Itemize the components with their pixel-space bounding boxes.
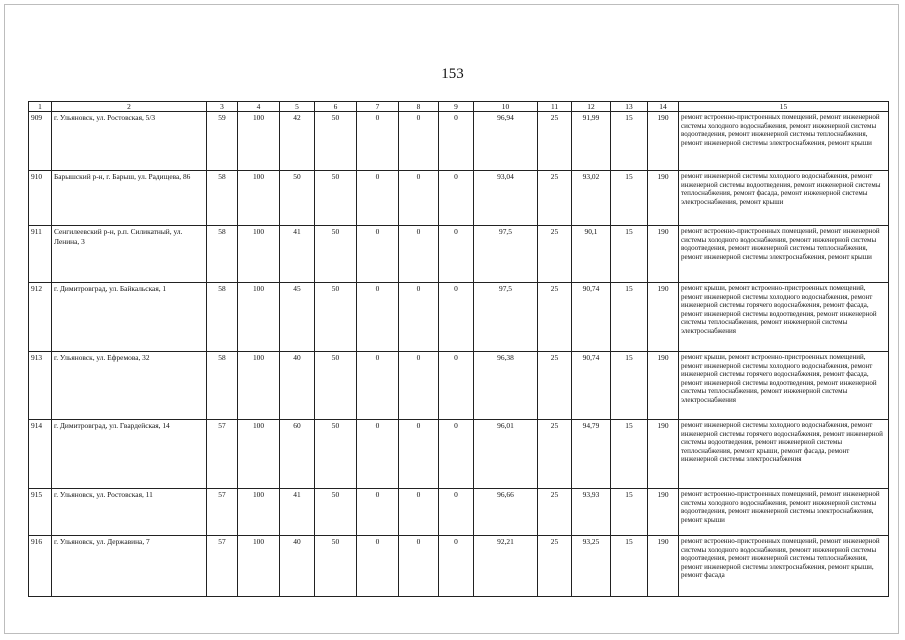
value-cell: 0 <box>399 226 439 283</box>
col-header: 9 <box>439 102 474 112</box>
value-cell: 96,38 <box>474 352 538 420</box>
value-cell: 25 <box>538 112 572 171</box>
col-header: 6 <box>315 102 357 112</box>
col-header: 10 <box>474 102 538 112</box>
value-cell: 50 <box>315 352 357 420</box>
col-header: 4 <box>238 102 280 112</box>
value-cell: 41 <box>280 226 315 283</box>
address-cell: г. Ульяновск, ул. Ефремова, 32 <box>52 352 207 420</box>
value-cell: 25 <box>538 420 572 489</box>
value-cell: 0 <box>399 112 439 171</box>
value-cell: 0 <box>399 420 439 489</box>
value-cell: 58 <box>207 226 238 283</box>
address-cell: Барышский р-н, г. Барыш, ул. Радищева, 86 <box>52 171 207 226</box>
value-cell: 190 <box>648 226 679 283</box>
col-header: 12 <box>572 102 611 112</box>
works-cell: ремонт инженерной системы холодного водоснабжения, ремонт инженерной системы водоотведения, ремонт инженерной системы теплоснабжения, ремонт фасада, ремонт инженерной системы электроснабжения, ремонт крыши <box>679 171 889 226</box>
works-cell: ремонт встроенно-пристроенных помещений, ремонт инженерной системы холодного водоснабжения, ремонт инженерной системы водоотведения, ремонт инженерной системы теплоснабжения, ремонт инженерной системы электроснабжения, ремонт крыши <box>679 112 889 171</box>
value-cell: 15 <box>611 352 648 420</box>
value-cell: 100 <box>238 489 280 536</box>
value-cell: 0 <box>439 536 474 597</box>
page-number: 153 <box>441 66 464 82</box>
value-cell: 50 <box>315 489 357 536</box>
value-cell: 0 <box>399 283 439 352</box>
works-cell: ремонт инженерной системы холодного водоснабжения, ремонт инженерной системы горячего водоснабжения, ремонт инженерной системы водоотведения, ремонт инженерной системы теплоснабжения, ремонт крыши, ремонт фасада, ремонт инженерной системы электроснабжения <box>679 420 889 489</box>
value-cell: 92,21 <box>474 536 538 597</box>
value-cell: 0 <box>357 536 399 597</box>
value-cell: 15 <box>611 489 648 536</box>
value-cell: 15 <box>611 283 648 352</box>
value-cell: 0 <box>439 420 474 489</box>
col-header: 1 <box>29 102 52 112</box>
table-row <box>29 171 889 226</box>
value-cell: 15 <box>611 536 648 597</box>
value-cell: 50 <box>315 171 357 226</box>
col-header: 14 <box>648 102 679 112</box>
value-cell: 190 <box>648 112 679 171</box>
value-cell: 25 <box>538 352 572 420</box>
col-header: 8 <box>399 102 439 112</box>
value-cell: 58 <box>207 283 238 352</box>
value-cell: 97,5 <box>474 226 538 283</box>
value-cell: 25 <box>538 283 572 352</box>
value-cell: 0 <box>439 352 474 420</box>
value-cell: 0 <box>439 283 474 352</box>
value-cell: 100 <box>238 536 280 597</box>
value-cell: 25 <box>538 536 572 597</box>
value-cell: 58 <box>207 352 238 420</box>
row-index: 915 <box>29 489 52 536</box>
value-cell: 96,94 <box>474 112 538 171</box>
works-cell: ремонт встроенно-пристроенных помещений, ремонт инженерной системы холодного водоснабжения, ремонт инженерной системы водоотведения, ремонт инженерной системы теплоснабжения, ремонт инженерной системы электроснабжения, ремонт крыши, ремонт фасада <box>679 536 889 597</box>
value-cell: 58 <box>207 171 238 226</box>
value-cell: 190 <box>648 171 679 226</box>
row-index: 911 <box>29 226 52 283</box>
value-cell: 42 <box>280 112 315 171</box>
value-cell: 97,5 <box>474 283 538 352</box>
table-row <box>29 536 889 597</box>
address-cell: Сенгилеевский р-н, р.п. Силикатный, ул. Ленина, 3 <box>52 226 207 283</box>
table-row <box>29 352 889 420</box>
value-cell: 100 <box>238 112 280 171</box>
value-cell: 0 <box>357 112 399 171</box>
value-cell: 50 <box>315 420 357 489</box>
value-cell: 91,99 <box>572 112 611 171</box>
col-header: 13 <box>611 102 648 112</box>
value-cell: 25 <box>538 489 572 536</box>
value-cell: 100 <box>238 171 280 226</box>
value-cell: 0 <box>439 489 474 536</box>
address-cell: г. Ульяновск, ул. Державина, 7 <box>52 536 207 597</box>
value-cell: 0 <box>399 171 439 226</box>
value-cell: 57 <box>207 420 238 489</box>
value-cell: 93,02 <box>572 171 611 226</box>
table-row <box>29 283 889 352</box>
value-cell: 0 <box>357 420 399 489</box>
value-cell: 100 <box>238 226 280 283</box>
value-cell: 0 <box>439 171 474 226</box>
value-cell: 50 <box>315 226 357 283</box>
value-cell: 96,01 <box>474 420 538 489</box>
address-cell: г. Ульяновск, ул. Ростовская, 11 <box>52 489 207 536</box>
value-cell: 59 <box>207 112 238 171</box>
row-index: 912 <box>29 283 52 352</box>
value-cell: 90,74 <box>572 352 611 420</box>
address-cell: г. Димитровград, ул. Байкальская, 1 <box>52 283 207 352</box>
value-cell: 96,66 <box>474 489 538 536</box>
value-cell: 15 <box>611 420 648 489</box>
table-row <box>29 489 889 536</box>
value-cell: 93,25 <box>572 536 611 597</box>
works-cell: ремонт встроенно-пристроенных помещений, ремонт инженерной системы холодного водоснабжения, ремонт инженерной системы водоотведения, ремонт инженерной системы теплоснабжения, ремонт инженерной системы электроснабжения, ремонт крыши <box>679 226 889 283</box>
value-cell: 94,79 <box>572 420 611 489</box>
col-header: 15 <box>679 102 889 112</box>
row-index: 916 <box>29 536 52 597</box>
value-cell: 50 <box>315 536 357 597</box>
table-row <box>29 112 889 171</box>
value-cell: 50 <box>280 171 315 226</box>
value-cell: 0 <box>439 112 474 171</box>
value-cell: 40 <box>280 352 315 420</box>
value-cell: 100 <box>238 420 280 489</box>
value-cell: 57 <box>207 489 238 536</box>
row-index: 913 <box>29 352 52 420</box>
value-cell: 60 <box>280 420 315 489</box>
value-cell: 90,1 <box>572 226 611 283</box>
value-cell: 0 <box>357 171 399 226</box>
value-cell: 15 <box>611 226 648 283</box>
value-cell: 93,04 <box>474 171 538 226</box>
value-cell: 100 <box>238 352 280 420</box>
value-cell: 100 <box>238 283 280 352</box>
works-cell: ремонт крыши, ремонт встроенно-пристроенных помещений, ремонт инженерной системы холодного водоснабжения, ремонт инженерной системы горячего водоснабжения, ремонт фасада, ремонт инженерной системы водоотведения, ремонт инженерной системы теплоснабжения, ремонт инженерной системы электроснабжения <box>679 352 889 420</box>
value-cell: 41 <box>280 489 315 536</box>
works-cell: ремонт встроенно-пристроенных помещений, ремонт инженерной системы холодного водоснабжения, ремонт инженерной системы водоотведения, ремонт инженерной системы электроснабжения, ремонт крыши <box>679 489 889 536</box>
table-row <box>29 420 889 489</box>
value-cell: 15 <box>611 112 648 171</box>
value-cell: 40 <box>280 536 315 597</box>
col-header: 2 <box>52 102 207 112</box>
row-index: 910 <box>29 171 52 226</box>
col-header: 7 <box>357 102 399 112</box>
value-cell: 0 <box>399 536 439 597</box>
value-cell: 93,93 <box>572 489 611 536</box>
header-row <box>29 102 889 112</box>
row-index: 914 <box>29 420 52 489</box>
value-cell: 190 <box>648 536 679 597</box>
value-cell: 0 <box>357 352 399 420</box>
value-cell: 45 <box>280 283 315 352</box>
col-header: 5 <box>280 102 315 112</box>
value-cell: 0 <box>357 226 399 283</box>
register-table <box>28 101 889 597</box>
value-cell: 25 <box>538 171 572 226</box>
value-cell: 190 <box>648 420 679 489</box>
col-header: 11 <box>538 102 572 112</box>
value-cell: 50 <box>315 283 357 352</box>
value-cell: 90,74 <box>572 283 611 352</box>
col-header: 3 <box>207 102 238 112</box>
value-cell: 0 <box>439 226 474 283</box>
table-row <box>29 226 889 283</box>
address-cell: г. Ульяновск, ул. Ростовская, 5/3 <box>52 112 207 171</box>
value-cell: 0 <box>357 489 399 536</box>
value-cell: 190 <box>648 352 679 420</box>
value-cell: 190 <box>648 283 679 352</box>
row-index: 909 <box>29 112 52 171</box>
works-cell: ремонт крыши, ремонт встроенно-пристроенных помещений, ремонт инженерной системы холодного водоснабжения, ремонт инженерной системы горячего водоснабжения, ремонт фасада, ремонт инженерной системы водоотведения, ремонт инженерной системы теплоснабжения, ремонт инженерной системы электроснабжения <box>679 283 889 352</box>
value-cell: 25 <box>538 226 572 283</box>
value-cell: 50 <box>315 112 357 171</box>
address-cell: г. Димитровград, ул. Гвардейская, 14 <box>52 420 207 489</box>
value-cell: 15 <box>611 171 648 226</box>
value-cell: 0 <box>357 283 399 352</box>
value-cell: 0 <box>399 352 439 420</box>
value-cell: 57 <box>207 536 238 597</box>
value-cell: 190 <box>648 489 679 536</box>
value-cell: 0 <box>399 489 439 536</box>
